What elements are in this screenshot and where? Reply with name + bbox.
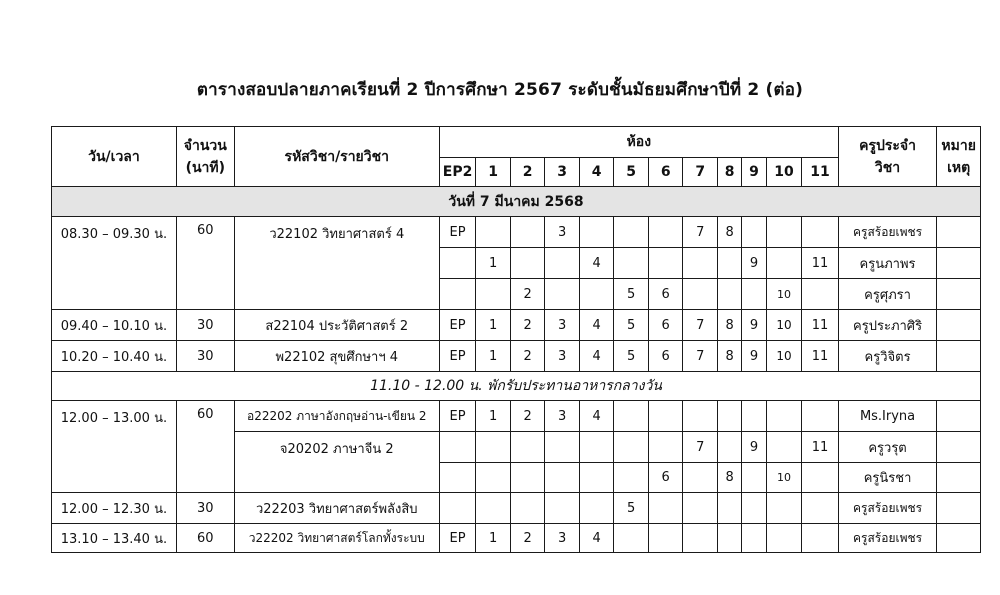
- room-cell: [439, 432, 476, 463]
- room-cell: [648, 248, 683, 279]
- notes-cell: [937, 401, 981, 432]
- room-cell: [648, 401, 683, 432]
- room-cell: [579, 217, 614, 248]
- teacher-cell: ครูวรุต: [838, 432, 936, 463]
- room-col-5: 5: [614, 158, 649, 187]
- subject-cell: อ22202 ภาษาอังกฤษอ่าน-เขียน 2: [234, 401, 439, 432]
- room-cell: 1: [476, 401, 511, 432]
- room-cell: [742, 493, 766, 524]
- room-cell: 2: [510, 401, 545, 432]
- notes-cell: [937, 463, 981, 493]
- room-cell: 3: [545, 310, 580, 341]
- header-notes: หมาย เหตุ: [937, 127, 981, 187]
- room-cell: [476, 493, 511, 524]
- room-cell: [439, 463, 476, 493]
- room-cell: 7: [683, 432, 718, 463]
- room-cell: 3: [545, 217, 580, 248]
- room-cell: 1: [476, 310, 511, 341]
- time-cell: 10.20 – 10.40 น.: [52, 341, 177, 372]
- room-cell: EP: [439, 524, 476, 553]
- room-cell: [476, 279, 511, 310]
- room-cell: [545, 279, 580, 310]
- subject-cell: ว22102 วิทยาศาสตร์ 4: [234, 217, 439, 310]
- room-cell: [802, 217, 839, 248]
- header-day-time: วัน/เวลา: [52, 127, 177, 187]
- room-cell: [766, 493, 802, 524]
- room-cell: 4: [579, 341, 614, 372]
- room-cell: [766, 432, 802, 463]
- day-row: [52, 187, 981, 217]
- room-cell: [683, 279, 718, 310]
- room-cell: 10: [766, 341, 802, 372]
- time-cell: 12.00 – 13.00 น.: [52, 401, 177, 493]
- header-subject: รหัสวิชา/รายวิชา: [234, 127, 439, 187]
- room-cell: [766, 248, 802, 279]
- room-cell: [766, 217, 802, 248]
- room-cell: [579, 279, 614, 310]
- room-cell: 4: [579, 524, 614, 553]
- room-cell: [683, 401, 718, 432]
- room-cell: [614, 248, 649, 279]
- day-label: วันที่ 7 มีนาคม 2568: [52, 187, 981, 217]
- room-cell: [717, 401, 741, 432]
- room-col-4: 4: [579, 158, 614, 187]
- room-cell: 1: [476, 524, 511, 553]
- room-cell: [742, 401, 766, 432]
- room-cell: 5: [614, 493, 649, 524]
- subject-cell: พ22102 สุขศึกษาฯ 4: [234, 341, 439, 372]
- subject-cell: จ20202 ภาษาจีน 2: [234, 432, 439, 493]
- room-cell: [802, 493, 839, 524]
- room-cell: EP: [439, 310, 476, 341]
- room-cell: [476, 463, 511, 493]
- room-cell: [766, 524, 802, 553]
- room-cell: [614, 463, 649, 493]
- room-cell: [717, 248, 741, 279]
- room-cell: [802, 463, 839, 493]
- room-cell: EP: [439, 401, 476, 432]
- room-cell: 2: [510, 524, 545, 553]
- room-cell: [476, 217, 511, 248]
- time-cell: 09.40 – 10.10 น.: [52, 310, 177, 341]
- room-cell: EP: [439, 341, 476, 372]
- room-cell: [717, 493, 741, 524]
- table-row: [52, 217, 981, 248]
- room-col-3: 3: [545, 158, 580, 187]
- subject-cell: ว22202 วิทยาศาสตร์โลกทั้งระบบ: [234, 524, 439, 553]
- room-cell: [717, 432, 741, 463]
- room-col-2: 2: [510, 158, 545, 187]
- room-cell: 11: [802, 341, 839, 372]
- room-cell: [802, 401, 839, 432]
- header-rooms: ห้อง: [439, 127, 838, 158]
- room-cell: 11: [802, 248, 839, 279]
- room-cell: 11: [802, 310, 839, 341]
- notes-cell: [937, 432, 981, 463]
- room-col-1: 1: [476, 158, 511, 187]
- room-cell: [766, 401, 802, 432]
- room-cell: 8: [717, 310, 741, 341]
- table-row: [52, 341, 981, 372]
- subject-cell: ว22203 วิทยาศาสตร์พลังสิบ: [234, 493, 439, 524]
- room-cell: [510, 248, 545, 279]
- teacher-cell: ครูวิจิตร: [838, 341, 936, 372]
- room-cell: [510, 217, 545, 248]
- teacher-cell: Ms.Iryna: [838, 401, 936, 432]
- room-cell: [439, 279, 476, 310]
- room-cell: 5: [614, 310, 649, 341]
- minutes-cell: 30: [176, 493, 234, 524]
- room-cell: 10: [766, 463, 802, 493]
- room-cell: [802, 524, 839, 553]
- notes-cell: [937, 248, 981, 279]
- room-cell: [545, 432, 580, 463]
- room-cell: [648, 432, 683, 463]
- header-teacher: ครูประจำ วิชา: [838, 127, 936, 187]
- room-cell: [717, 524, 741, 553]
- table-row: [52, 524, 981, 553]
- minutes-cell: 60: [176, 217, 234, 310]
- room-cell: [614, 401, 649, 432]
- room-cell: [742, 463, 766, 493]
- room-cell: [545, 463, 580, 493]
- room-cell: 9: [742, 432, 766, 463]
- room-cell: 1: [476, 248, 511, 279]
- notes-cell: [937, 217, 981, 248]
- room-cell: [476, 432, 511, 463]
- room-cell: [614, 524, 649, 553]
- room-cell: 3: [545, 341, 580, 372]
- room-cell: [683, 463, 718, 493]
- room-cell: [439, 248, 476, 279]
- room-cell: [683, 493, 718, 524]
- room-cell: 8: [717, 217, 741, 248]
- room-cell: 3: [545, 401, 580, 432]
- room-col-7: 7: [683, 158, 718, 187]
- room-cell: 3: [545, 524, 580, 553]
- room-cell: 5: [614, 341, 649, 372]
- room-col-11: 11: [802, 158, 839, 187]
- table-row: [52, 401, 981, 432]
- room-cell: 4: [579, 310, 614, 341]
- room-cell: [614, 217, 649, 248]
- room-cell: 2: [510, 310, 545, 341]
- room-cell: 10: [766, 310, 802, 341]
- header-minutes: จำนวน (นาที): [176, 127, 234, 187]
- room-cell: 4: [579, 248, 614, 279]
- time-cell: 08.30 – 09.30 น.: [52, 217, 177, 310]
- notes-cell: [937, 524, 981, 553]
- room-cell: 1: [476, 341, 511, 372]
- room-cell: [717, 279, 741, 310]
- room-cell: 7: [683, 217, 718, 248]
- break-row: [52, 372, 981, 401]
- teacher-cell: ครูนภาพร: [838, 248, 936, 279]
- room-cell: [742, 524, 766, 553]
- room-cell: 11: [802, 432, 839, 463]
- room-cell: 2: [510, 341, 545, 372]
- table-row: [52, 310, 981, 341]
- room-cell: 9: [742, 248, 766, 279]
- teacher-cell: ครูสร้อยเพชร: [838, 217, 936, 248]
- notes-cell: [937, 310, 981, 341]
- room-cell: 4: [579, 401, 614, 432]
- minutes-cell: 30: [176, 341, 234, 372]
- room-col-10: 10: [766, 158, 802, 187]
- room-cell: 6: [648, 341, 683, 372]
- minutes-cell: 60: [176, 524, 234, 553]
- room-cell: [742, 279, 766, 310]
- time-cell: 12.00 – 12.30 น.: [52, 493, 177, 524]
- room-col-6: 6: [648, 158, 683, 187]
- room-cell: 2: [510, 279, 545, 310]
- room-cell: [742, 217, 766, 248]
- break-label: 11.10 - 12.00 น. พักรับประทานอาหารกลางวัน: [52, 372, 981, 401]
- room-cell: [579, 432, 614, 463]
- room-cell: [545, 493, 580, 524]
- room-cell: [614, 432, 649, 463]
- room-col-ep2: EP2: [439, 158, 476, 187]
- room-cell: [648, 493, 683, 524]
- teacher-cell: ครูศุภรา: [838, 279, 936, 310]
- room-cell: 10: [766, 279, 802, 310]
- room-cell: [439, 493, 476, 524]
- room-cell: 7: [683, 341, 718, 372]
- page-title: ตารางสอบปลายภาคเรียนที่ 2 ปีการศึกษา 2567 ระดับชั้นมัธยมศึกษาปีที่ 2 (ต่อ): [196, 80, 804, 100]
- room-cell: 6: [648, 310, 683, 341]
- room-cell: EP: [439, 217, 476, 248]
- subject-cell: ส22104 ประวัติศาสตร์ 2: [234, 310, 439, 341]
- notes-cell: [937, 493, 981, 524]
- room-col-9: 9: [742, 158, 766, 187]
- exam-schedule-table: [51, 126, 981, 553]
- minutes-cell: 60: [176, 401, 234, 493]
- time-cell: 13.10 – 13.40 น.: [52, 524, 177, 553]
- teacher-cell: ครูประภาศิริ: [838, 310, 936, 341]
- room-cell: [648, 524, 683, 553]
- room-cell: [683, 524, 718, 553]
- room-cell: 8: [717, 341, 741, 372]
- room-cell: [510, 432, 545, 463]
- minutes-cell: 30: [176, 310, 234, 341]
- room-cell: [579, 493, 614, 524]
- teacher-cell: ครูสร้อยเพชร: [838, 493, 936, 524]
- room-cell: 6: [648, 463, 683, 493]
- room-cell: 6: [648, 279, 683, 310]
- room-cell: [648, 217, 683, 248]
- room-cell: 9: [742, 341, 766, 372]
- room-cell: 7: [683, 310, 718, 341]
- notes-cell: [937, 279, 981, 310]
- table-row: [52, 493, 981, 524]
- header-row-1: [52, 127, 981, 158]
- teacher-cell: ครูนิรชา: [838, 463, 936, 493]
- room-col-8: 8: [717, 158, 741, 187]
- room-cell: [510, 493, 545, 524]
- room-cell: [510, 463, 545, 493]
- room-cell: [545, 248, 580, 279]
- room-cell: [683, 248, 718, 279]
- notes-cell: [937, 341, 981, 372]
- room-cell: 5: [614, 279, 649, 310]
- room-cell: [802, 279, 839, 310]
- room-cell: 8: [717, 463, 741, 493]
- room-cell: 9: [742, 310, 766, 341]
- teacher-cell: ครูสร้อยเพชร: [838, 524, 936, 553]
- room-cell: [579, 463, 614, 493]
